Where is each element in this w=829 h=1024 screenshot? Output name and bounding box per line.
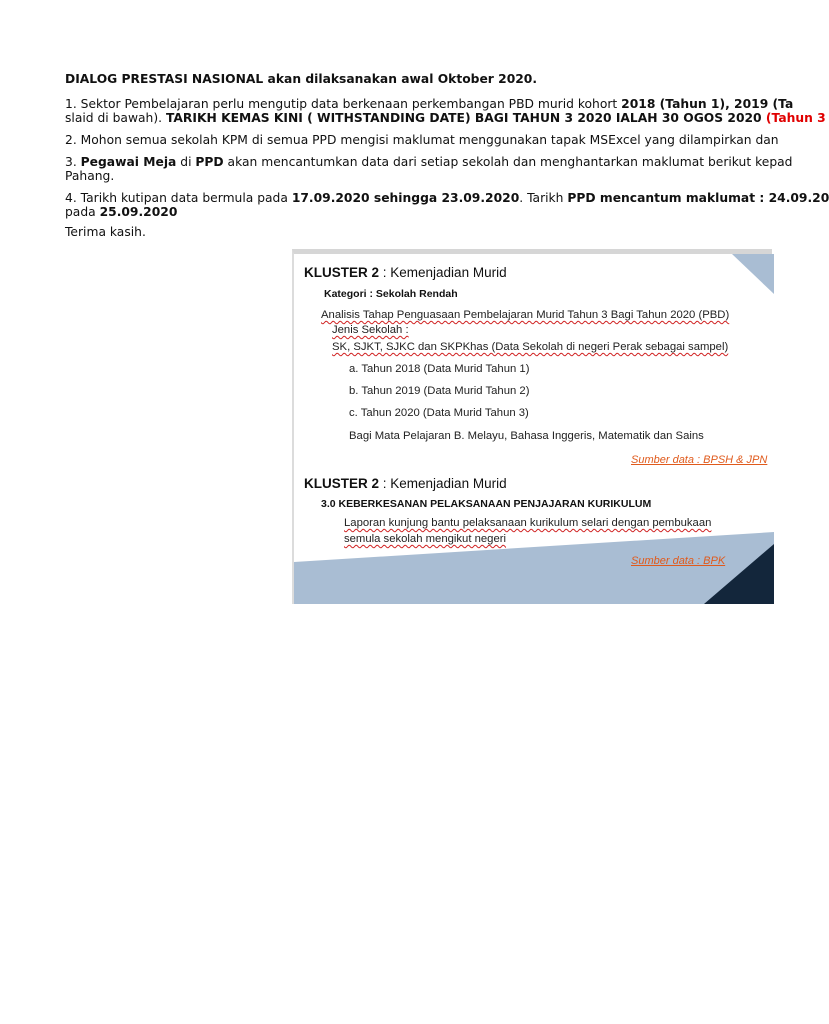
section-heading-3: 3.0 KEBERKESANAN PELAKSANAAN PENJAJARAN KURIKULUM bbox=[321, 498, 652, 510]
paragraph-3-cont: Pahang. bbox=[65, 169, 115, 183]
paragraph-1: 1. Sektor Pembelajaran perlu mengutip data berkenaan perkembangan PBD murid kohort 2018 (Tahun 1), 2019 (Ta bbox=[65, 97, 794, 111]
kluster-heading-1: KLUSTER 2 : Kemenjadian Murid bbox=[304, 265, 507, 280]
list-item-b: b. Tahun 2019 (Data Murid Tahun 2) bbox=[349, 385, 530, 397]
slide-background bbox=[294, 254, 774, 604]
slide-image bbox=[292, 249, 772, 604]
list-item-a: a. Tahun 2018 (Data Murid Tahun 1) bbox=[349, 363, 530, 375]
paragraph-2: 2. Mohon semua sekolah KPM di semua PPD mengisi maklumat menggunakan tapak MSExcel yang dilampirkan dan bbox=[65, 133, 779, 147]
jenis-sekolah-list: SK, SJKT, SJKC dan SKPKhas (Data Sekolah di negeri Perak sebagai sampel) bbox=[332, 341, 729, 353]
analisis-text: Analisis Tahap Penguasaan Pembelajaran Murid Tahun 3 Bagi Tahun 2020 (PBD) bbox=[321, 309, 730, 321]
sumber-data-2: Sumber data : BPK bbox=[631, 555, 726, 567]
list-item-c: c. Tahun 2020 (Data Murid Tahun 3) bbox=[349, 407, 529, 419]
sumber-data-1: Sumber data : BPSH & JPN bbox=[631, 454, 768, 466]
laporan-line-1: Laporan kunjung bantu pelaksanaan kurikulum selari dengan pembukaan bbox=[344, 517, 712, 529]
slide-corner-light-triangle bbox=[732, 254, 774, 294]
paragraph-4-cont: pada 25.09.2020 bbox=[65, 205, 178, 219]
paragraph-3: 3. Pegawai Meja di PPD akan mencantumkan data dari setiap sekolah dan menghantarkan maklumat berikut kepad bbox=[65, 155, 793, 169]
paragraph-4: 4. Tarikh kutipan data bermula pada 17.09.2020 sehingga 23.09.2020. Tarikh PPD mencantum maklumat : 24.09.20 bbox=[65, 191, 829, 205]
document-body bbox=[65, 72, 829, 239]
document-title: DIALOG PRESTASI NASIONAL akan dilaksanakan awal Oktober 2020. bbox=[65, 72, 538, 86]
paragraph-1-cont: slaid di bawah). TARIKH KEMAS KINI ( WITHSTANDING DATE) BAGI TAHUN 3 2020 IALAH 30 OGOS 2020 (Tahun 3 bbox=[65, 111, 826, 125]
kategori-label: Kategori : Sekolah Rendah bbox=[324, 288, 458, 300]
laporan-line-2: semula sekolah mengikut negeri bbox=[344, 533, 507, 545]
kluster-heading-2: KLUSTER 2 : Kemenjadian Murid bbox=[304, 476, 507, 491]
mata-pelajaran-text: Bagi Mata Pelajaran B. Melayu, Bahasa Inggeris, Matematik dan Sains bbox=[349, 430, 704, 442]
closing-text: Terima kasih. bbox=[65, 225, 146, 239]
jenis-sekolah-label: Jenis Sekolah : bbox=[332, 324, 409, 336]
